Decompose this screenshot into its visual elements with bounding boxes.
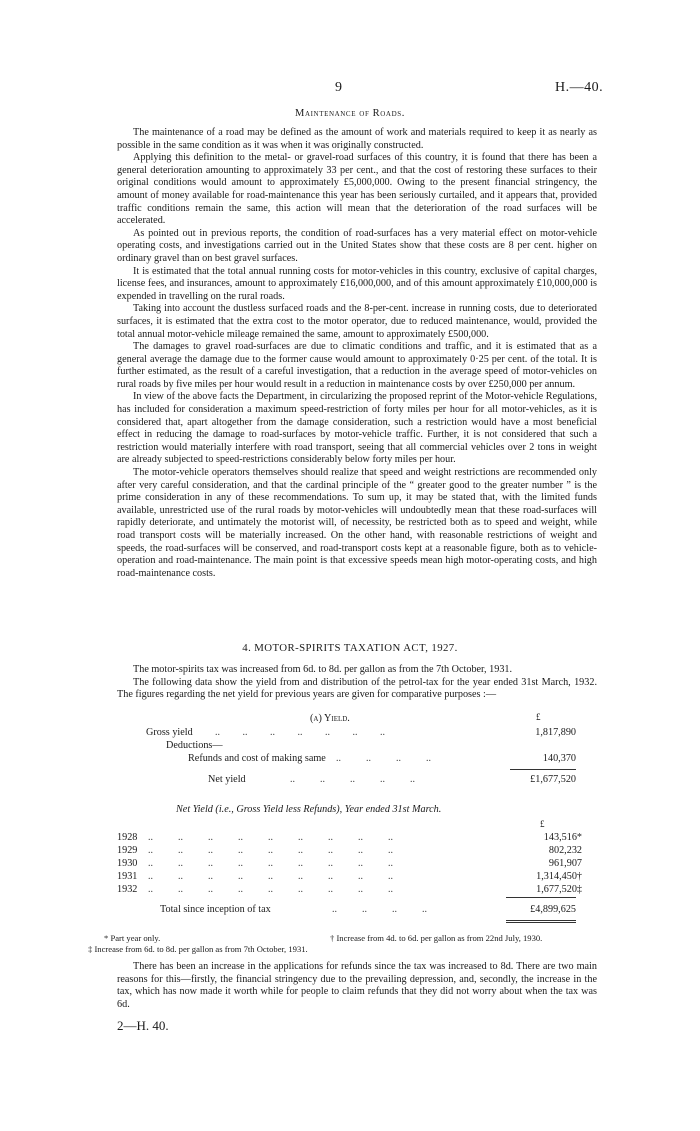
net-yield-heading: Net Yield (i.e., Gross Yield less Refunds), Year ended 31st March.: [176, 804, 442, 815]
closing-body: [117, 961, 597, 1011]
year-cell: 1930: [117, 858, 138, 869]
leader-dots: .. .. .. .. .. .. ..: [215, 727, 385, 738]
footnotes: [88, 933, 598, 955]
total-rule: [506, 897, 576, 898]
refunds-value: 140,370: [542, 753, 576, 764]
paragraph: It is estimated that the total annual running costs for motor-vehicles in this country, exclusive of capital charges, license fees, and insurances, amount to approximately £16,000,000, and of this amount approximately £10,000,000 is expended in travelling on the rural roads.: [117, 265, 597, 302]
footnote: ‡ Increase from 6d. to 8d. per gallon as from 7th October, 1931.: [88, 944, 308, 954]
leader-dots: .. .. .. .. ..: [290, 774, 415, 785]
yield-value-cell: 1,677,520‡: [536, 884, 582, 895]
double-rule: [506, 920, 576, 921]
footnote: * Part year only.: [104, 933, 161, 943]
double-rule: [506, 922, 576, 923]
paragraph: The following data show the yield from and distribution of the petrol-tax for the year ended 31st March, 1932. The figures regarding the net yield for previous years are given for comparative purposes :—: [117, 676, 597, 701]
section-body: [117, 127, 597, 580]
year-cell: 1928: [117, 832, 138, 843]
act-title: 4. MOTOR-SPIRITS TAXATION ACT, 1927.: [242, 642, 458, 654]
net-yield-label: Net yield: [208, 774, 246, 785]
yield-value-cell: 802,232: [548, 845, 582, 856]
leader-dots: .. .. .. ..: [336, 753, 431, 764]
leader-dots: .. .. .. .. .. .. .. .. ..: [148, 832, 393, 843]
leader-dots: .. .. .. ..: [332, 904, 427, 915]
leader-dots: .. .. .. .. .. .. .. .. ..: [148, 871, 393, 882]
net-yield-value: £1,677,520: [530, 774, 576, 785]
yield-value-cell: 143,516*: [543, 832, 582, 843]
yield-value-cell: 961,907: [548, 858, 582, 869]
paragraph: There has been an increase in the applications for refunds since the tax was increased to 8d. There are two main reasons for this—firstly, the financial stringency due to the prevailing depression, and, secondly, the increase in the tax, which has now made it worth while for people to claim refunds that they did not worry about when the tax was 6d.: [117, 961, 597, 1010]
total-value: £4,899,625: [530, 904, 576, 915]
leader-dots: .. .. .. .. .. .. .. .. ..: [148, 858, 393, 869]
document-reference: H.—40.: [555, 80, 604, 95]
paragraph: As pointed out in previous reports, the condition of road-surfaces has a very material effect on motor-vehicle operating costs, and investigations carried out in the United States show that these costs are 8 per cent. higher on ordinary gravel than on best gravel surfaces.: [117, 227, 597, 264]
paragraph: Taking into account the dustless surfaced roads and the 8-per-cent. increase in running costs, due to deteriorated surfaces, it is estimated that the extra cost to the motor operator, due to reduced maintenance, would, provided the total annual motor-vehicle mileage remained the same, amount to approximately £500,000.: [117, 303, 597, 340]
paragraph: The motor-spirits tax was increased from 6d. to 8d. per gallon as from the 7th October, 1931.: [133, 664, 513, 675]
gross-yield-label: Gross yield: [146, 727, 193, 738]
signature-mark: 2—H. 40.: [117, 1018, 169, 1033]
yield-heading: (a) Yield.: [310, 713, 350, 724]
currency-symbol: £: [540, 819, 545, 829]
paragraph: The maintenance of a road may be defined as the amount of work and materials required to keep it as nearly as possible in the same condition as it was when it was originally constructed.: [117, 127, 597, 151]
year-cell: 1932: [117, 884, 138, 895]
paragraph: Applying this definition to the metal- or gravel-road surfaces of this country, it is found that there has been a general deterioration amounting to approximately 33 per cent., and that the cost of restoring these surfaces to their original conditions would amount to approximately £5,000,000. Owing to the present financial stringency, the amount of money available for road-maintenance this year has been seriously curtailed, and it appears that, provided traffic conditions remain the same, this action will mean that the deterioration of the road surfaces will be accelerated.: [117, 152, 597, 227]
gross-yield-value: 1,817,890: [535, 727, 576, 738]
footnote: † Increase from 4d. to 6d. per gallon as from 22nd July, 1930.: [330, 933, 543, 943]
deductions-label: Deductions—: [166, 740, 223, 751]
year-cell: 1931: [117, 871, 138, 882]
section-title: Maintenance of Roads.: [295, 108, 405, 119]
subtotal-rule: [510, 769, 576, 770]
total-label: Total since inception of tax: [160, 904, 271, 915]
refunds-label: Refunds and cost of making same: [188, 753, 326, 764]
year-cell: 1929: [117, 845, 138, 856]
act-body: [117, 664, 597, 702]
leader-dots: .. .. .. .. .. .. .. .. ..: [148, 845, 393, 856]
yield-value-cell: 1,314,450†: [536, 871, 582, 882]
paragraph: The damages to gravel road-surfaces are due to climatic conditions and traffic, and it is estimated that as a general average the damage due to the former cause would amount to approximately 0·25 per cent. of the total. It is further estimated, as the result of a careful investigation, that a reduction in the average speed of motor-vehicles on rural roads by five miles per hour would result in a reduction in maintenance costs by over £250,000 per annum.: [117, 341, 597, 390]
page-number: 9: [335, 80, 342, 95]
paragraph: In view of the above facts the Department, in circularizing the proposed reprint of the Motor-vehicle Regulations, has included for consideration a maximum speed-restriction of forty miles per hour for all motor-vehicles, as it is considered that, apart altogether from the damage consideration, such a restriction would have a most beneficial effect in reducing the damage to road-surfaces by motor-vehicle traffic. Further, it is not considered that such a restriction would materially interfere with road transport, seeing that all commercial vehicles over 2 tons in weight are already subjected to speed-restrictions considerably below forty miles per hour.: [117, 391, 597, 466]
leader-dots: .. .. .. .. .. .. .. .. ..: [148, 884, 393, 895]
currency-symbol: £: [536, 712, 541, 722]
paragraph: The motor-vehicle operators themselves should realize that speed and weight restrictions are recommended only after very careful consideration, and that the cardinal principle of the “ greater good to the greater number ” is the prime consideration in any of these recommendations. To sum up, it may be stated that, with the limited funds available, unrestricted use of the rural roads by motor-vehicles will undoubtedly mean that these road-surfaces will rapidly deteriorate, and untimately the motorist will, of necessity, be restricted both as to speed and weight, while road transport costs will be materially increased. On the other hand, with reasonable restrictions of weight and speeds, the road-surfaces will be conserved, and road-transport costs kept at a reasonable figure, both as to vehicle-operation and road-maintenance. The main point is that excessive speeds mean high motor-operating costs, and high road-maintenance costs.: [117, 467, 597, 579]
